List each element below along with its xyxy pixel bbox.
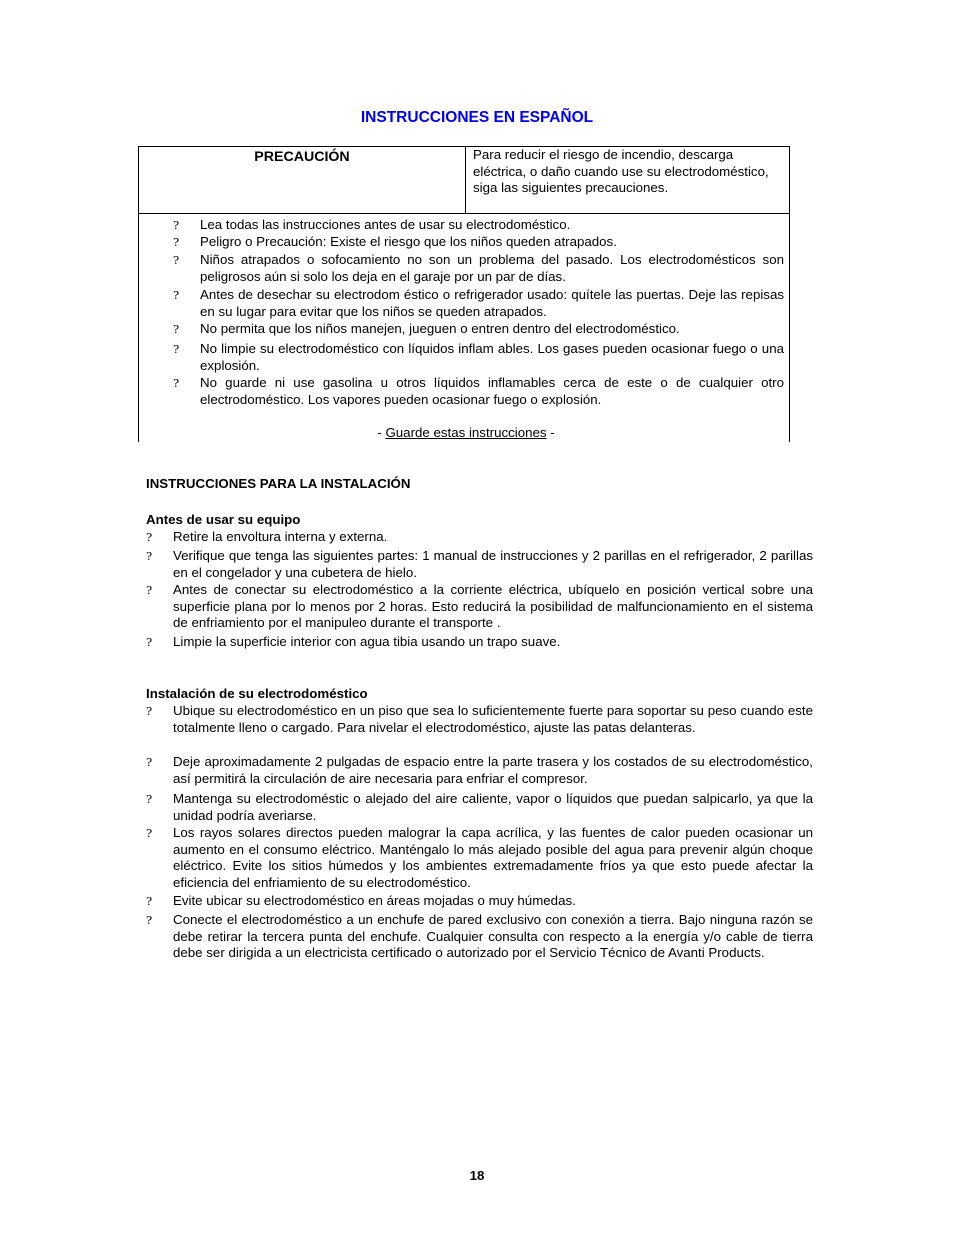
bullet-icon: ? xyxy=(146,704,153,718)
precaution-item: No limpie su electrodoméstico con líquidos inflam ables. Los gases pueden ocasionar fuego o una explosión. xyxy=(200,341,784,373)
before-use-item: Retire la envoltura interna y externa. xyxy=(173,529,388,544)
before-use-heading: Antes de usar su equipo xyxy=(146,512,301,527)
bullet-icon: ? xyxy=(173,288,180,302)
installation-item: Conecte el electrodoméstico a un enchufe de pared exclusivo con conexión a tierra. Bajo ninguna razón se debe retirar la tercera punta del enchufe. Cualquier consulta con respecto a la energía y/o cable de tierra debe ser dirigida a un electricista certificado o autorizado por el Servicio Técnico de Avanti Products. xyxy=(173,912,813,961)
before-use-item: Limpie la superficie interior con agua tibia usando un trapo suave. xyxy=(173,634,561,649)
page-number: 18 xyxy=(469,1168,485,1183)
installation-item: Ubique su electrodoméstico en un piso que sea lo suficientemente fuerte para soportar su peso cuando este totalmente lleno o cargado. Para nivelar el electrodoméstico, ajuste las patas delanteras. xyxy=(173,703,813,735)
before-use-item: Verifique que tenga las siguientes partes: 1 manual de instrucciones y 2 parillas en el refrigerador, 2 parillas en el congelador y una cubetera de hielo. xyxy=(173,548,813,580)
installation-item: Mantenga su electrodoméstic o alejado del aire caliente, vapor o líquidos que puedan salpicarlo, ya que la unidad podría averiarse. xyxy=(173,791,813,823)
installation-item: Deje aproximadamente 2 pulgadas de espacio entre la parte trasera y los costados de su electrodoméstico, así permitirá la circulación de aire necesaria para enfriar el compresor. xyxy=(173,754,813,786)
caution-text: Para reducir el riesgo de incendio, descarga eléctrica, o daño cuando use su electrodoméstico, siga las siguientes precauciones. xyxy=(473,147,769,196)
installation-section-heading: INSTRUCCIONES PARA LA INSTALACIÓN xyxy=(146,476,411,491)
bullet-icon: ? xyxy=(146,826,153,840)
precaution-item: Antes de desechar su electrodom éstico o refrigerador usado: quítele las puertas. Deje las repisas en su lugar para evitar que los niños se queden atrapados. xyxy=(200,287,784,319)
bullet-icon: ? xyxy=(173,322,180,336)
bullet-icon: ? xyxy=(146,549,153,563)
bullet-icon: ? xyxy=(173,235,180,249)
bullet-icon: ? xyxy=(146,913,153,927)
save-suffix: - xyxy=(546,425,555,440)
before-use-item: Antes de conectar su electrodoméstico a la corriente eléctrica, ubíquelo en posición vertical sobre una superficie plana por lo menos por 2 horas. Esto reducirá la posibilidad de malfuncionamiento en el sistema de enfriamiento por el manipuleo durante el transporte . xyxy=(173,582,813,631)
precaution-item: No permita que los niños manejen, jueguen o entren dentro del electrodoméstico. xyxy=(200,321,680,336)
installation-heading: Instalación de su electrodoméstico xyxy=(146,686,368,701)
bullet-icon: ? xyxy=(146,792,153,806)
installation-item: Evite ubicar su electrodoméstico en áreas mojadas o muy húmedas. xyxy=(173,893,576,908)
precaution-item: Lea todas las instrucciones antes de usar su electrodoméstico. xyxy=(200,217,571,232)
bullet-icon: ? xyxy=(146,755,153,769)
caution-box xyxy=(138,146,790,214)
page-title: INSTRUCCIONES EN ESPAÑOL xyxy=(360,109,594,126)
precaution-item: Peligro o Precaución: Existe el riesgo que los niños queden atrapados. xyxy=(200,234,617,249)
bullet-icon: ? xyxy=(146,530,153,544)
caution-label: PRECAUCIÓN xyxy=(254,149,350,165)
bullet-icon: ? xyxy=(173,218,180,232)
precaution-item: Niños atrapados o sofocamiento no son un problema del pasado. Los electrodomésticos son peligrosos aún si solo los deja en el garaje por un par de días. xyxy=(200,252,784,284)
caution-label-cell xyxy=(139,147,466,213)
bullet-icon: ? xyxy=(146,583,153,597)
precaution-item: No guarde ni use gasolina u otros líquidos inflamables cerca de este o de cualquier otro electrodoméstico. Los vapores pueden ocasionar fuego o explosión. xyxy=(200,375,784,407)
save-instructions-text: Guarde estas instrucciones xyxy=(385,425,547,440)
bullet-icon: ? xyxy=(146,635,153,649)
save-instructions-line xyxy=(0,425,932,442)
bullet-icon: ? xyxy=(173,376,180,390)
save-prefix: - xyxy=(377,425,386,440)
bullet-icon: ? xyxy=(146,894,153,908)
installation-item: Los rayos solares directos pueden malograr la capa acrílica, y las fuentes de calor pueden ocasionar un aumento en el consumo eléctrico. Manténgalo lo más alejado posible del agua para prevenir algún choque eléctrico. Evite los sitios húmedos y los ambientes extremadamente fríos ya que esto puede afectar la eficiencia del enfriamiento de su electrodoméstico. xyxy=(173,825,813,890)
bullet-icon: ? xyxy=(173,342,180,356)
bullet-icon: ? xyxy=(173,253,180,267)
